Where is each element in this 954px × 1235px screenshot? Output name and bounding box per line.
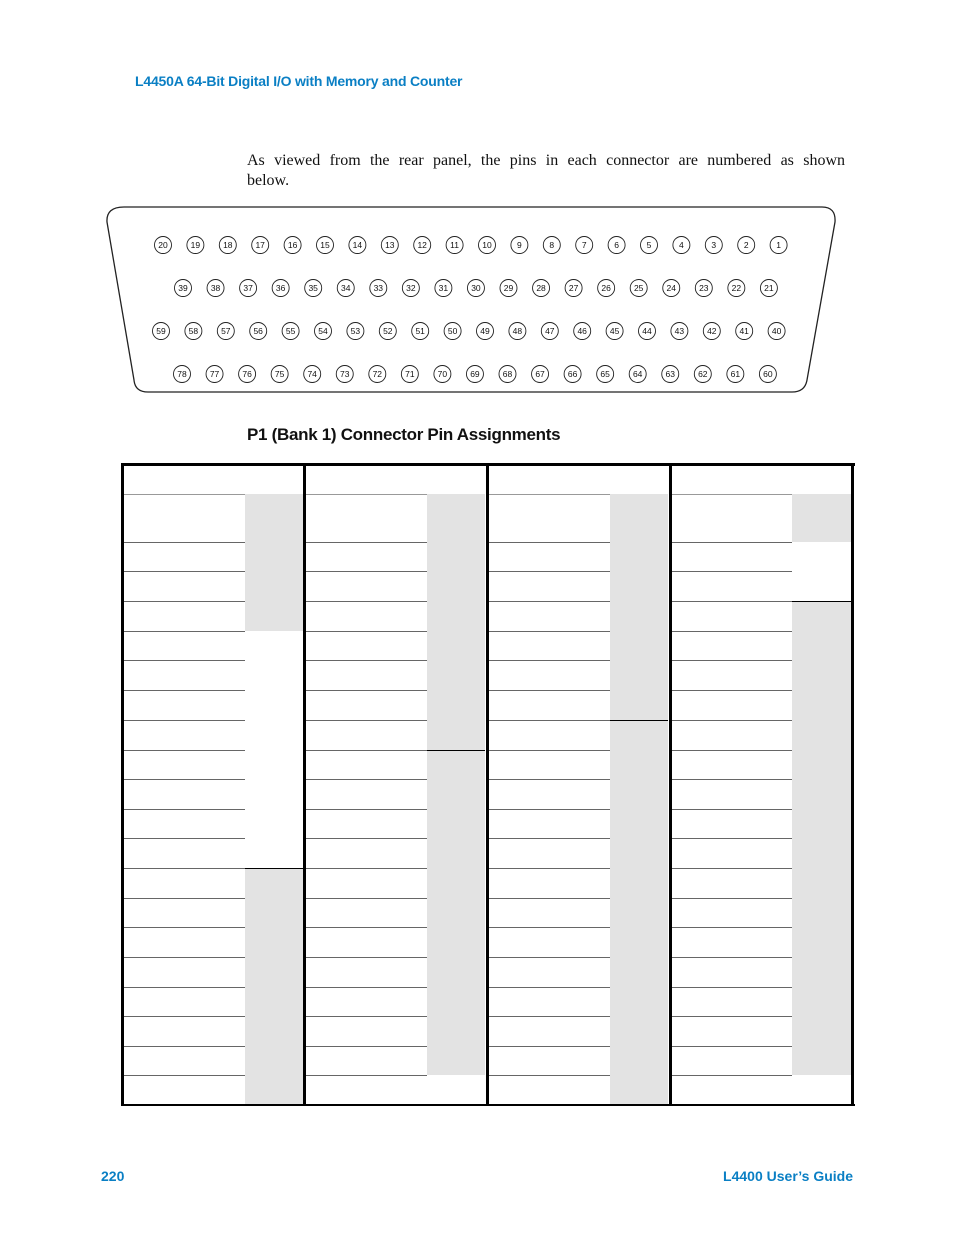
row-rule [306,987,427,988]
row-rule [672,1016,792,1017]
row-rule [489,1016,610,1017]
connector-pin [736,323,753,340]
row-rule [124,1016,245,1017]
pin-number: 27 [568,283,579,293]
group-divider [427,750,485,751]
connector-pin [444,323,461,340]
pin-number: 38 [210,283,221,293]
pin-number: 68 [502,369,513,379]
connector-pin [272,280,289,297]
pin-number: 74 [307,369,317,379]
row-rule [124,1046,245,1047]
connector-pin [240,280,257,297]
connector-pin [511,237,528,254]
pin-number: 26 [601,283,611,293]
connector-pin [153,323,170,340]
row-rule [124,868,245,869]
pin-number: 69 [470,369,480,379]
row-rule [306,809,427,810]
row-rule [672,720,792,721]
shaded-cell [610,720,668,1105]
pin-number: 9 [517,240,522,250]
connector-pin [705,237,722,254]
row-rule [124,927,245,928]
pin-number: 25 [633,283,644,293]
connector-pin [381,237,398,254]
row-rule [124,571,245,572]
pin-assignment-table [121,463,855,1106]
pin-number: 75 [274,369,285,379]
connector-pin [479,237,496,254]
pin-number: 14 [352,240,363,250]
connector-pin [598,280,615,297]
connector-pin [768,323,785,340]
row-rule [489,494,610,495]
pin-number: 54 [318,326,328,336]
connector-pin [317,237,334,254]
row-rule [306,957,427,958]
connector-pin [641,237,658,254]
pin-number: 29 [503,283,514,293]
pin-number: 18 [223,240,233,250]
row-rule [672,868,792,869]
connector-pin [155,237,172,254]
pin-number: 63 [665,369,675,379]
pin-number: 50 [447,326,458,336]
connector-pin [175,280,192,297]
connector-pin [630,280,647,297]
pin-number: 55 [285,326,296,336]
pin-number: 47 [545,326,555,336]
pin-number: 11 [450,240,460,250]
row-rule [306,779,427,780]
connector-pin [217,323,234,340]
connector-pin [639,323,656,340]
row-rule [672,987,792,988]
table-column-border [851,463,854,1106]
pin-number: 67 [535,369,545,379]
row-rule [306,494,427,495]
table-column-border [486,463,489,1106]
pin-number: 46 [577,326,587,336]
connector-pin [284,237,301,254]
connector-pin [703,323,720,340]
connector-pin [207,280,224,297]
group-divider [610,720,668,721]
row-rule [124,987,245,988]
connector-pin [543,237,560,254]
intro-paragraph: As viewed from the rear panel, the pins in each connector are numbered as shown below. [247,152,845,189]
row-rule [306,898,427,899]
connector-pin [541,323,558,340]
pin-number: 52 [383,326,393,336]
connector-pin [663,280,680,297]
row-rule [672,631,792,632]
row-rule [672,779,792,780]
pin-number: 8 [549,240,555,250]
pin-number: 57 [221,326,231,336]
connector-pin [446,237,463,254]
row-rule [124,720,245,721]
row-rule [124,838,245,839]
pin-number: 77 [209,369,220,379]
connector-pin [466,366,483,383]
connector-pin [185,323,202,340]
pin-number: 22 [731,283,742,293]
pin-number: 48 [512,326,523,336]
row-rule [672,690,792,691]
pin-number: 61 [730,369,741,379]
row-rule [672,494,792,495]
row-rule [306,601,427,602]
row-rule [124,898,245,899]
connector-pin [760,280,777,297]
connector-pin [239,366,256,383]
row-rule [306,1016,427,1017]
row-rule [489,1075,610,1076]
row-rule [306,571,427,572]
row-rule [306,1046,427,1047]
connector-pin [337,280,354,297]
guide-title: L4400 User’s Guide [723,1168,853,1184]
connector-pin [219,237,236,254]
row-rule [489,779,610,780]
pin-number: 10 [482,240,492,250]
pin-number: 32 [406,283,416,293]
row-rule [124,1075,245,1076]
table-column-border [669,463,672,1106]
group-divider [792,601,851,602]
row-rule [672,898,792,899]
connector-pin [434,366,451,383]
pin-number: 33 [373,283,384,293]
row-rule [672,660,792,661]
connector-pin [282,323,299,340]
row-rule [489,927,610,928]
pin-number: 37 [243,283,253,293]
connector-pin [414,237,431,254]
connector-pin [349,237,366,254]
pin-number: 73 [340,369,350,379]
connector-pin [250,323,267,340]
connector-pin [304,366,321,383]
pin-number: 19 [190,240,201,250]
pin-number: 40 [771,326,782,336]
pin-number: 56 [253,326,263,336]
row-rule [124,542,245,543]
pin-number: 76 [242,369,252,379]
row-rule [489,809,610,810]
connector-pin [629,366,646,383]
shaded-cell [610,494,668,720]
pin-number: 66 [567,369,578,379]
row-rule [489,868,610,869]
row-rule [306,660,427,661]
row-rule [489,957,610,958]
pin-number: 23 [699,283,709,293]
row-rule [124,631,245,632]
connector-pin [671,323,688,340]
shaded-cell [245,868,303,1105]
row-rule [489,690,610,691]
pin-number: 62 [698,369,708,379]
pin-number: 1 [776,240,781,250]
connector-pin [738,237,755,254]
pin-number: 71 [405,369,415,379]
pin-number: 7 [581,240,587,250]
connector-pin [477,323,494,340]
row-rule [672,1075,792,1076]
connector-pin [401,366,418,383]
pin-number: 16 [287,240,298,250]
row-rule [306,750,427,751]
connector-pin [759,366,776,383]
row-rule [306,631,427,632]
connector-pin [499,366,516,383]
row-rule [672,838,792,839]
connector-pin [574,323,591,340]
row-rule [489,631,610,632]
row-rule [306,1075,427,1076]
row-rule [489,660,610,661]
connector-pin [695,280,712,297]
row-rule [306,927,427,928]
row-rule [489,601,610,602]
connector-pin [370,280,387,297]
connector-pin [608,237,625,254]
row-rule [489,571,610,572]
pin-number: 12 [417,240,427,250]
row-rule [306,542,427,543]
row-rule [672,750,792,751]
connector-pin [174,366,191,383]
pin-number: 41 [739,326,749,336]
pin-number: 30 [471,283,481,293]
connector-pin [206,366,223,383]
connector-pin [533,280,550,297]
connector-pin [369,366,386,383]
connector-pin [728,280,745,297]
row-rule [124,750,245,751]
page-number: 220 [101,1168,125,1184]
pin-number: 39 [178,283,188,293]
connector-pin [500,280,517,297]
row-rule [306,868,427,869]
shaded-cell [427,750,485,1075]
pin-number: 42 [707,326,717,336]
connector-pin [305,280,322,297]
connector-pin [336,366,353,383]
row-rule [124,779,245,780]
pin-number: 2 [743,240,749,250]
pin-number: 60 [763,369,773,379]
connector-diagram [100,200,840,396]
shaded-cell [792,494,851,542]
table-column-border [303,463,306,1106]
row-rule [672,601,792,602]
row-rule [672,571,792,572]
pin-number: 36 [275,283,286,293]
connector-pin [315,323,332,340]
connector-pin [271,366,288,383]
group-divider [245,868,303,869]
row-rule [489,987,610,988]
pin-number: 72 [372,369,383,379]
row-rule [124,809,245,810]
pin-number: 51 [415,326,425,336]
pin-number: 24 [666,283,676,293]
row-rule [489,750,610,751]
connector-pin [532,366,549,383]
row-rule [124,494,245,495]
row-rule [306,838,427,839]
pin-number: 43 [674,326,685,336]
row-rule [124,957,245,958]
pin-number: 35 [308,283,318,293]
row-rule [489,838,610,839]
connector-pin [187,237,204,254]
row-rule [489,542,610,543]
connector-pin [727,366,744,383]
pin-number: 64 [632,369,643,379]
pin-number: 28 [536,283,546,293]
pin-number: 44 [642,326,652,336]
pin-number: 15 [320,240,330,250]
row-rule [489,1046,610,1047]
pin-number: 58 [188,326,199,336]
connector-pin [770,237,787,254]
connector-pin [402,280,419,297]
connector-pin [576,237,593,254]
pin-number: 70 [437,369,448,379]
row-rule [306,690,427,691]
connector-pin [673,237,690,254]
connector-pin [252,237,269,254]
connector-pin [564,366,581,383]
connector-pin [606,323,623,340]
pin-number: 78 [177,369,187,379]
pin-number: 21 [764,283,774,293]
pin-number: 3 [711,240,717,250]
connector-pin [412,323,429,340]
pin-number: 45 [609,326,620,336]
shaded-cell [792,601,851,1075]
connector-pin [565,280,582,297]
pin-number: 20 [158,240,168,250]
row-rule [489,898,610,899]
connector-pin [509,323,526,340]
connector-pin [467,280,484,297]
table-title: P1 (Bank 1) Connector Pin Assignments [247,425,561,444]
pin-number: 59 [156,326,166,336]
connector-pin [435,280,452,297]
row-rule [672,809,792,810]
row-rule [489,720,610,721]
connector-pin [694,366,711,383]
connector-pin [379,323,396,340]
pin-number: 53 [350,326,361,336]
pin-number: 31 [438,283,449,293]
pin-number: 13 [385,240,395,250]
row-rule [124,601,245,602]
row-rule [672,542,792,543]
table-column-border [121,463,124,1106]
row-rule [124,660,245,661]
pin-number: 34 [341,283,351,293]
pin-number: 5 [646,240,652,250]
running-header: L4450A 64-Bit Digital I/O with Memory and Counter [135,73,463,89]
row-rule [672,927,792,928]
pin-number: 49 [480,326,490,336]
shaded-cell [427,494,485,750]
connector-outline [107,207,835,392]
row-rule [672,1046,792,1047]
pin-number: 65 [600,369,610,379]
pin-number: 17 [255,240,265,250]
row-rule [672,957,792,958]
row-rule [306,720,427,721]
connector-pin [347,323,364,340]
connector-pin [597,366,614,383]
shaded-cell [245,494,303,631]
row-rule [124,690,245,691]
pin-number: 4 [679,240,684,250]
connector-pin [662,366,679,383]
pin-number: 6 [614,240,619,250]
